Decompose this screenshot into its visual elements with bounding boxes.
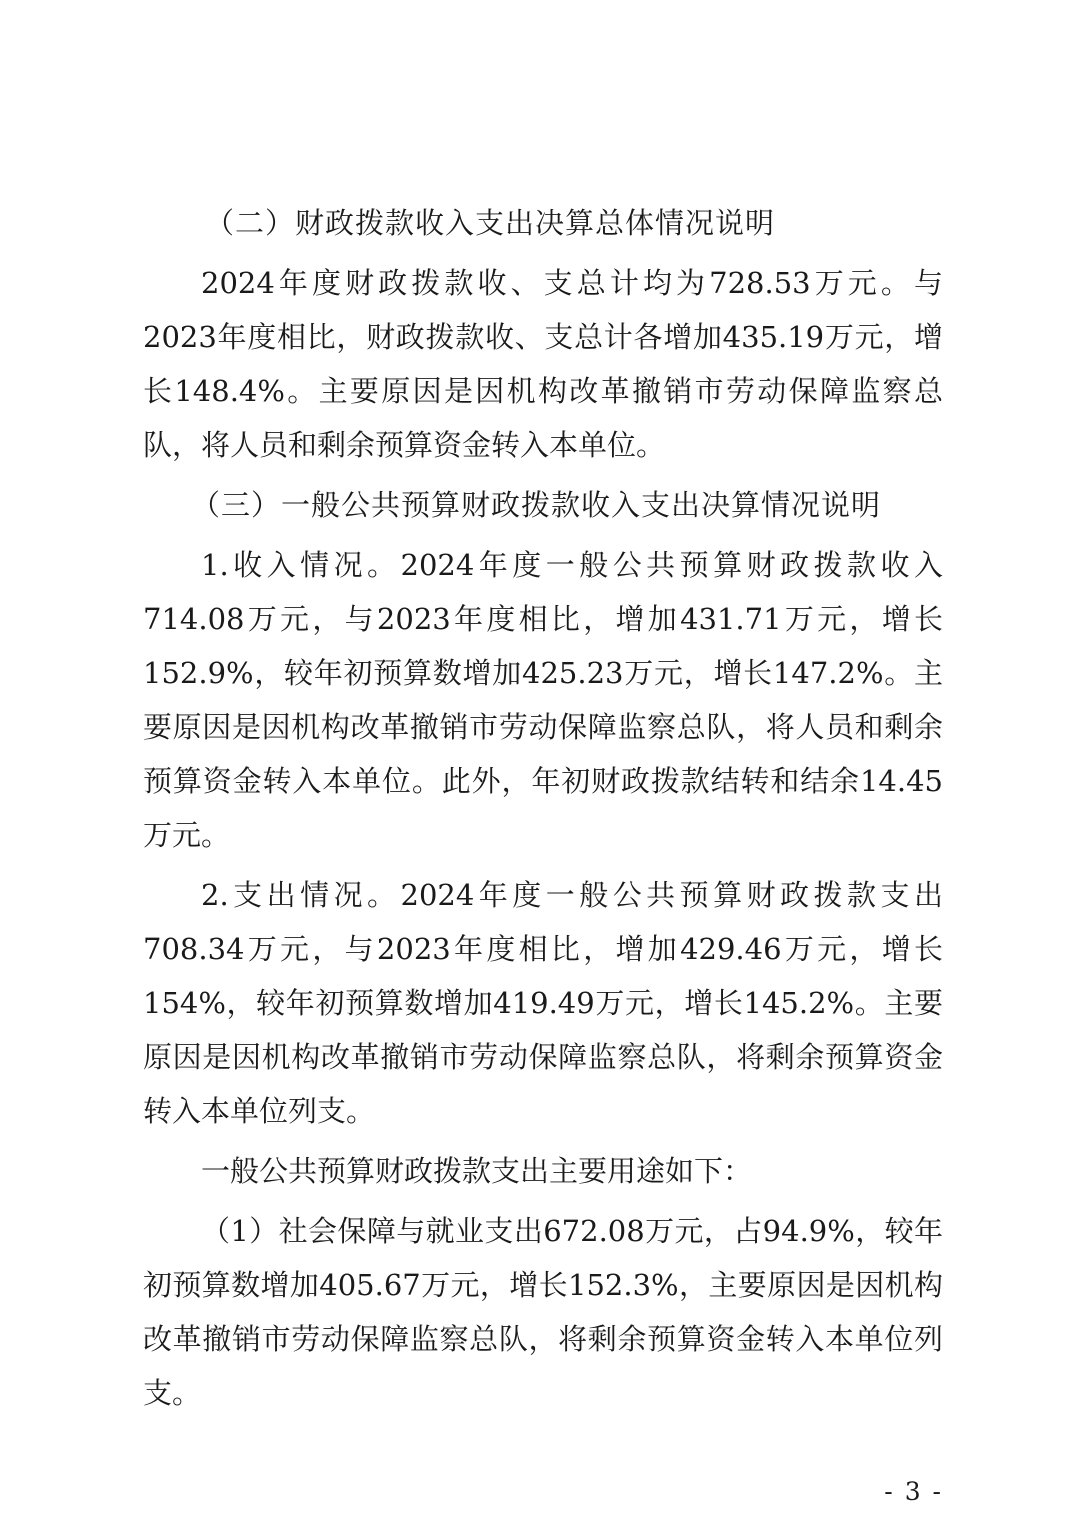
page-number: - 3 - — [884, 1477, 943, 1506]
use-item-1-paragraph: （1）社会保障与就业支出672.08万元，占94.9%，较年初预算数增加405.67万元，增长152.3%，主要原因是因机构改革撤销市劳动保障监察总队，将剩余预算资金转入本单位列支。 — [143, 1214, 943, 1410]
section-2-heading: （二）财政拨款收入支出决算总体情况说明 — [205, 206, 776, 240]
income-paragraph: 1.收入情况。2024年度一般公共预算财政拨款收入714.08万元，与2023年度相比，增加431.71万元，增长152.9%，较年初预算数增加425.23万元，增长147.2%。主要原因是因机构改革撤销市劳动保障监察总队，将人员和剩余预算资金转入本单位。此外，年初财政拨款结转和结余14.45万元。 — [143, 548, 943, 852]
section-2-paragraph: 2024年度财政拨款收、支总计均为728.53万元。与2023年度相比，财政拨款收、支总计各增加435.19万元，增长148.4%。主要原因是因机构改革撤销市劳动保障监察总队，将人员和剩余预算资金转入本单位。 — [143, 266, 943, 462]
uses-intro-paragraph: 一般公共预算财政拨款支出主要用途如下： — [201, 1154, 753, 1188]
expenditure-paragraph: 2.支出情况。2024年度一般公共预算财政拨款支出708.34万元，与2023年度相比，增加429.46万元，增长154%，较年初预算数增加419.49万元，增长145.2%。主要原因是因机构改革撤销市劳动保障监察总队，将剩余预算资金转入本单位列支。 — [143, 878, 943, 1128]
section-3-heading: （三）一般公共预算财政拨款收入支出决算情况说明 — [191, 488, 882, 522]
document-body — [143, 196, 943, 1426]
